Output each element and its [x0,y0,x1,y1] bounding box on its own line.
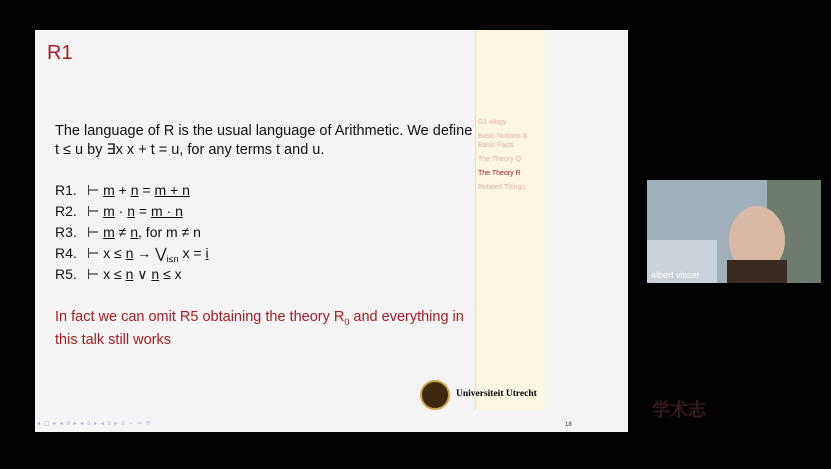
participant-name: albert visser [651,270,700,280]
axiom-number: R1. [55,182,77,198]
watermark: 学术志 [652,400,706,420]
axiom-r4 [55,245,209,264]
slide-sidebar [475,30,546,410]
intro-line-1: The language of R is the usual language of Arithmetic. We define [55,123,473,139]
university-logo [420,380,580,414]
webcam-video-icon [647,180,821,283]
axiom-number: R5. [55,266,77,282]
logo-text: Universiteit Utrecht [456,389,537,399]
outline-item[interactable]: The Theory Q [478,156,522,163]
remark-rest: and everything in this talk still works [55,309,464,348]
axiom-formula: ⊢ m · n = m · n [87,203,183,219]
slide-outline-nav [478,118,540,197]
remark-main: In fact we can omit R5 obtaining the theory R [55,309,345,325]
outline-item[interactable]: Basic Notions & Basic Facts [478,133,528,149]
remark-subscript: 0 [344,316,350,327]
axiom-r2 [55,203,183,220]
axiom-r1 [55,182,190,199]
axiom-formula: ⊢ x ≤ n ∨ n ≤ x [87,266,182,282]
axiom-number: R3. [55,224,77,240]
page-number: 18 [565,422,572,428]
axiom-r3 [55,224,201,241]
intro-text [55,122,475,160]
outline-item[interactable]: Related Things [478,184,525,191]
axiom-r5 [55,266,182,283]
axiom-formula: ⊢ $x \le n \to ⋁_{i\le n}$ x = i [87,245,209,264]
axiom-number: R4. [55,245,77,261]
intro-line-2: t ≤ u by ∃x x + t = u, for any terms t and u. [55,142,325,158]
outline-item[interactable]: G1-ology [478,119,507,126]
presentation-slide [35,30,628,432]
axiom-formula: ⊢ m ≠ n, for m ≠ n [87,224,201,240]
outline-item-active[interactable]: The Theory R [478,170,521,177]
axiom-number: R2. [55,203,77,219]
axiom-formula: ⊢ m + n = m + n [87,182,190,198]
seal-icon [420,380,450,410]
remark-text [55,308,475,349]
slide-title: R1 [47,42,73,64]
beamer-nav-symbols[interactable]: ◂ ▢ ▸ ◂ ≡ ▸ ◂ ≡ ▸ ◂ ≡ ▸ ≡ ∽ ∾ ⟳ [37,421,152,427]
webcam-feed [647,180,821,283]
